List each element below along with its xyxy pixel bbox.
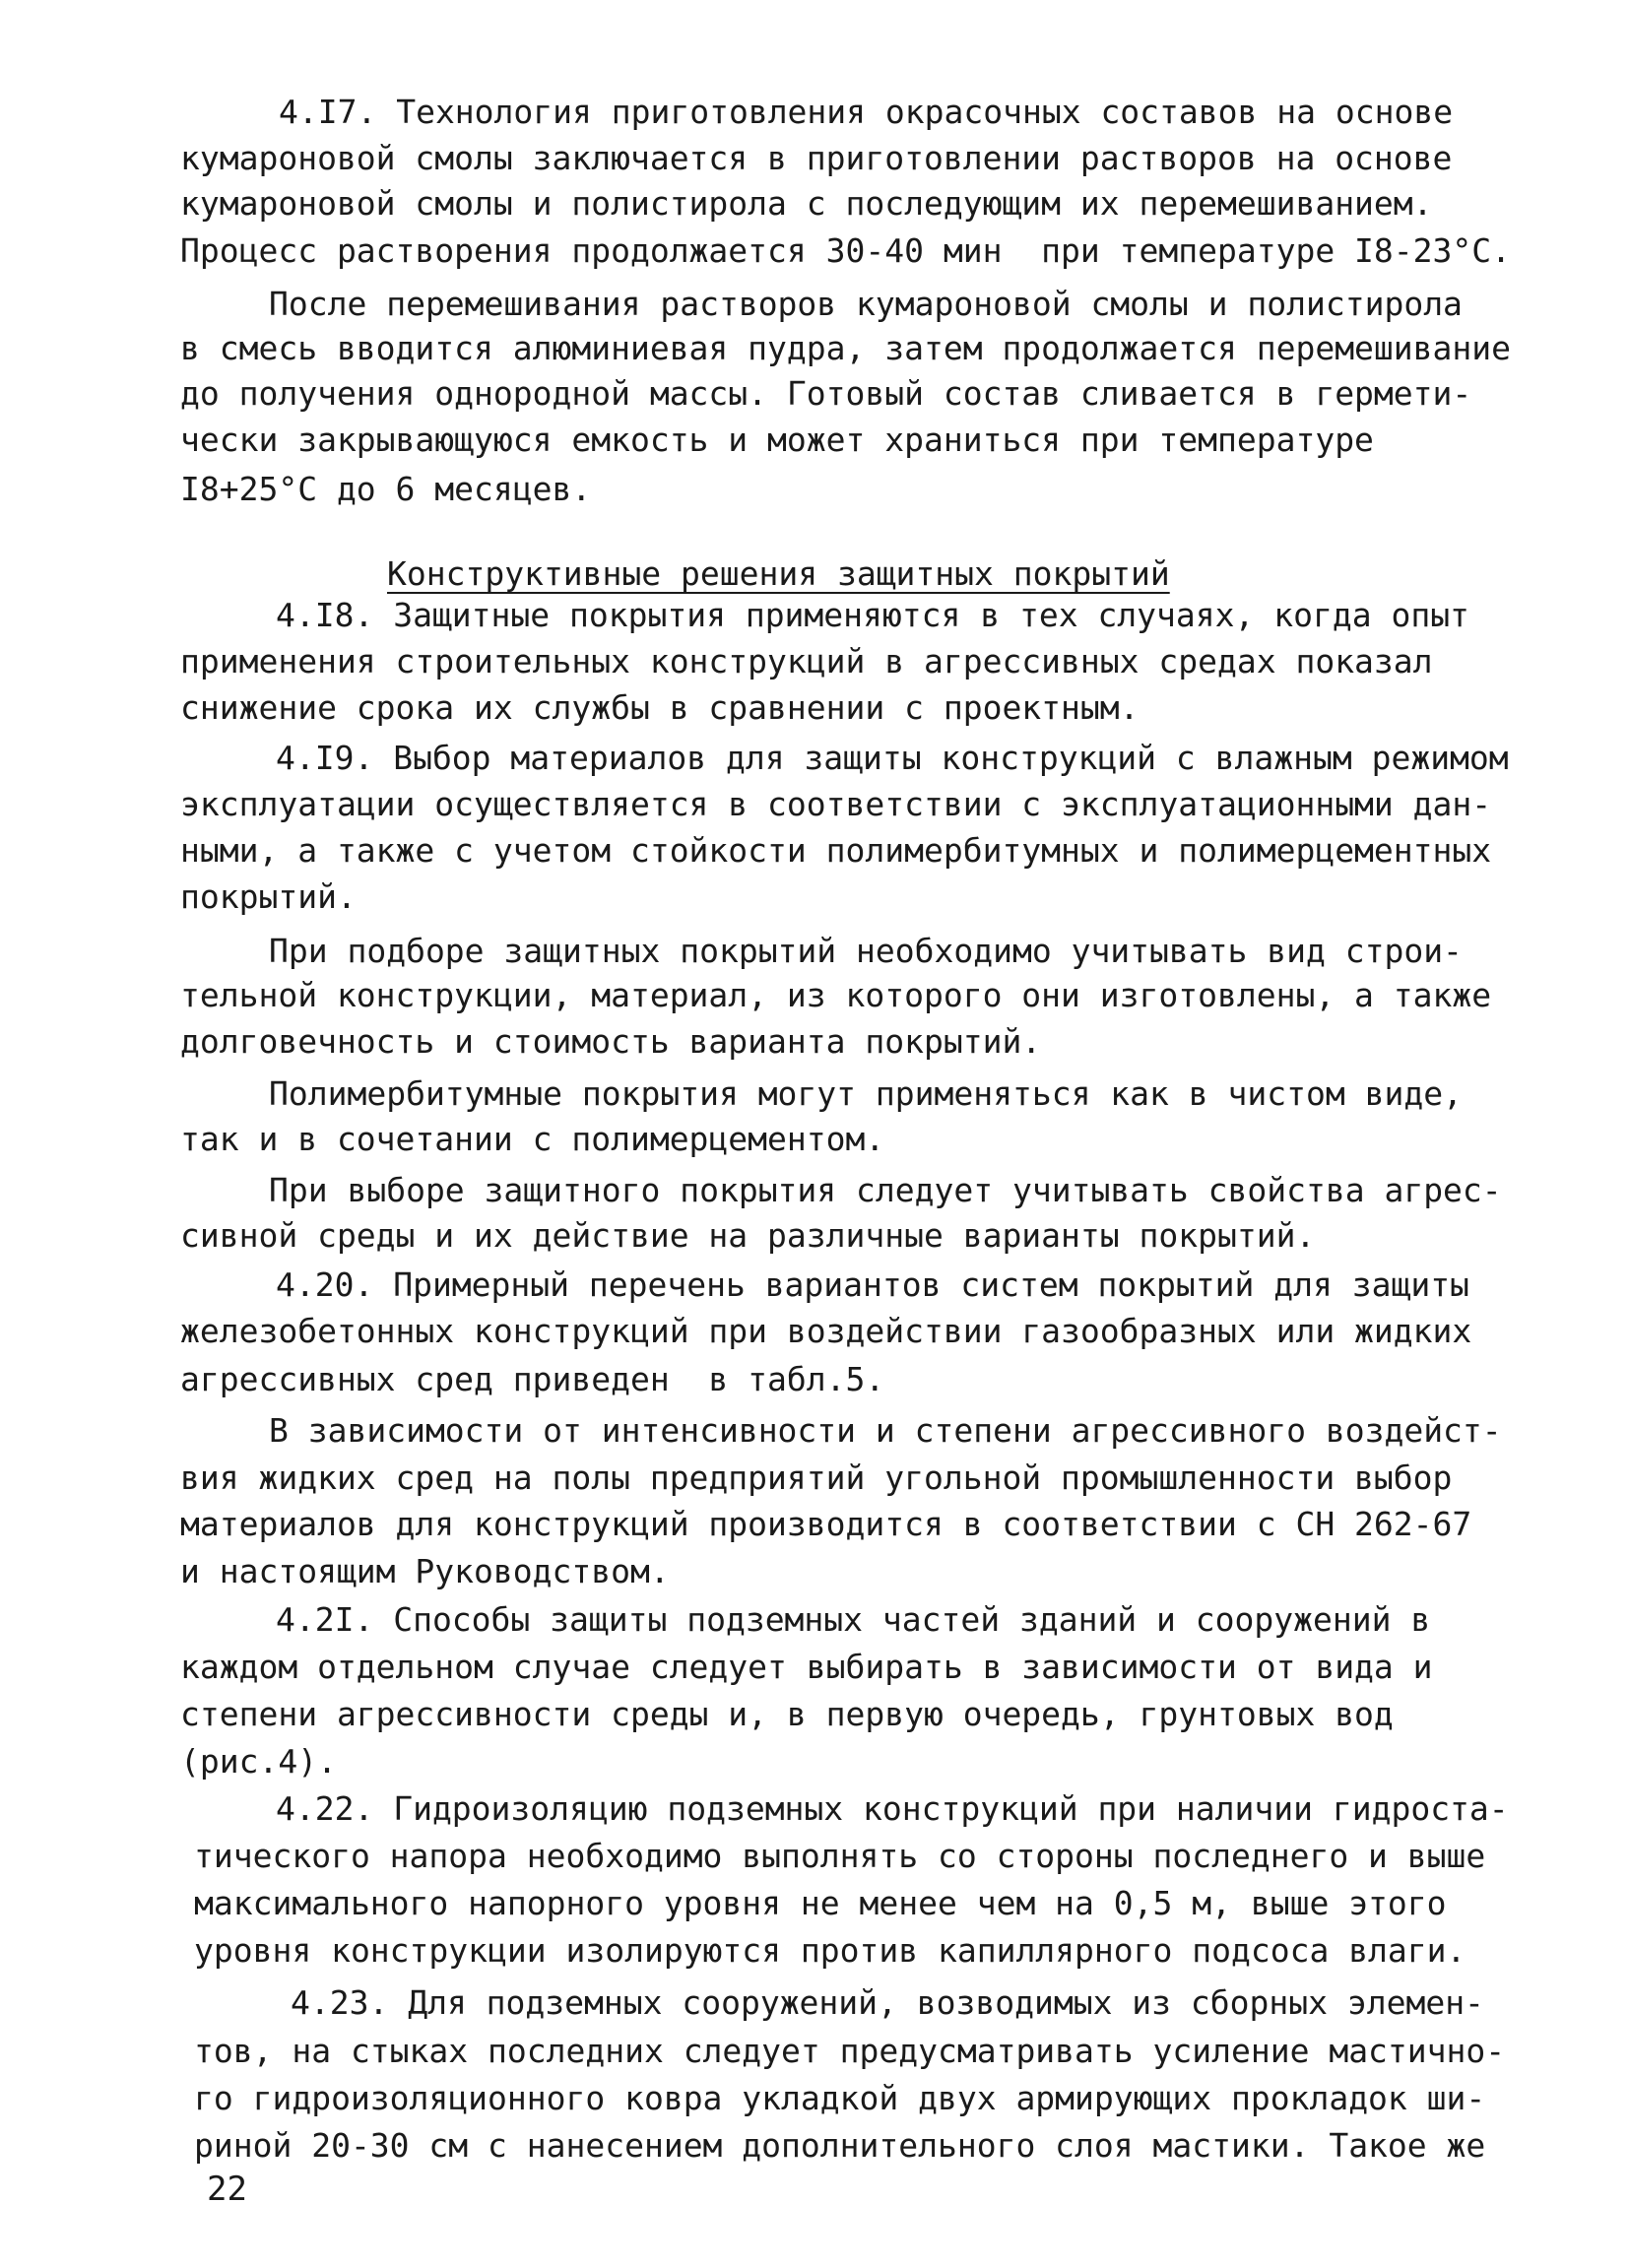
text-line: тического напора необходимо выполнять со стороны последнего и выше <box>194 1837 1486 1875</box>
text-line: сивной среды и их действие на различные варианты покрытий. <box>180 1216 1316 1255</box>
text-line: железобетонных конструкций при воздействии газообразных или жидких <box>180 1312 1472 1350</box>
text-line: эксплуатации осуществляется в соответствии с эксплуатационными дан- <box>180 785 1492 823</box>
text-line: После перемешивания растворов кумароновой смолы и полистирола <box>269 285 1463 323</box>
text-line: так и в сочетании с полимерцементом. <box>180 1120 885 1158</box>
text-line: покрытий. <box>180 877 357 916</box>
text-line: агрессивных сред приведен в табл.5. <box>180 1360 885 1398</box>
text-line: При подборе защитных покрытий необходимо учитывать вид строи- <box>269 932 1463 970</box>
text-line: кумароновой смолы заключается в приготовлении растворов на основе <box>180 139 1453 177</box>
text-line: 4.22. Гидроизоляцию подземных конструкций при наличии гидроста- <box>276 1789 1509 1828</box>
page-number: 22 <box>207 2170 247 2209</box>
text-line: I8+25°С до 6 месяцев. <box>180 470 592 508</box>
text-line: 4.I9. Выбор материалов для защиты конструкций с влажным режимом <box>276 739 1509 777</box>
text-line: Процесс растворения продолжается 30-40 мин при температуре I8-23°С. <box>180 231 1512 270</box>
text-line: (рис.4). <box>180 1742 337 1781</box>
text-line: тов, на стыках последних следует предусматривать усиление мастично- <box>194 2032 1506 2070</box>
text-line: ными, а также с учетом стойкости полимербитумных и полимерцементных <box>180 831 1492 870</box>
text-line: применения строительных конструкций в агрессивных средах показал <box>180 642 1433 680</box>
text-line: В зависимости от интенсивности и степени агрессивного воздейст- <box>269 1411 1502 1450</box>
text-line: тельной конструкции, материал, из которого они изготовлены, а также <box>180 976 1492 1014</box>
text-line: и настоящим Руководством. <box>180 1552 670 1590</box>
text-line: в смесь вводится алюминиевая пудра, затем продолжается перемешивание <box>180 329 1512 367</box>
section-heading: Конструктивные решения защитных покрытий <box>387 554 1170 593</box>
text-line: материалов для конструкций производится в соответствии с СН 262-67 <box>180 1505 1472 1543</box>
text-line: При выборе защитного покрытия следует учитывать свойства агрес- <box>269 1171 1502 1209</box>
text-line: степени агрессивности среды и, в первую очередь, грунтовых вод <box>180 1695 1394 1733</box>
text-line: риной 20-30 см с нанесением дополнительного слоя мастики. Такое же <box>194 2126 1486 2165</box>
text-line: максимального напорного уровня не менее чем на 0,5 м, выше этого <box>194 1884 1447 1922</box>
text-line: 4.20. Примерный перечень вариантов систем покрытий для защиты <box>276 1265 1469 1304</box>
text-line: 4.I7. Технология приготовления окрасочных составов на основе <box>279 93 1454 131</box>
text-line: 4.2I. Способы защиты подземных частей зданий и сооружений в <box>276 1600 1431 1639</box>
text-line: кумароновой смолы и полистирола с последующим их перемешиванием. <box>180 184 1433 223</box>
text-line: уровня конструкции изолируются против капиллярного подсоса влаги. <box>194 1931 1466 1970</box>
text-line: долговечность и стоимость варианта покрытий. <box>180 1022 1042 1061</box>
text-line: 4.23. Для подземных сооружений, возводимых из сборных элемен- <box>291 1983 1484 2022</box>
text-line: вия жидких сред на полы предприятий угольной промышленности выбор <box>180 1458 1453 1497</box>
text-line: го гидроизоляционного ковра укладкой двух армирующих прокладок ши- <box>194 2079 1486 2117</box>
text-line: 4.I8. Защитные покрытия применяются в тех случаях, когда опыт <box>276 596 1469 634</box>
text-line: Полимербитумные покрытия могут применяться как в чистом виде, <box>269 1074 1463 1113</box>
text-line: каждом отдельном случае следует выбирать в зависимости от вида и <box>180 1648 1433 1686</box>
text-line: до получения однородной массы. Готовый состав сливается в гермети- <box>180 374 1472 413</box>
text-line: снижение срока их службы в сравнении с проектным. <box>180 688 1140 727</box>
text-line: чески закрывающуюся емкость и может храниться при температуре <box>180 421 1374 459</box>
